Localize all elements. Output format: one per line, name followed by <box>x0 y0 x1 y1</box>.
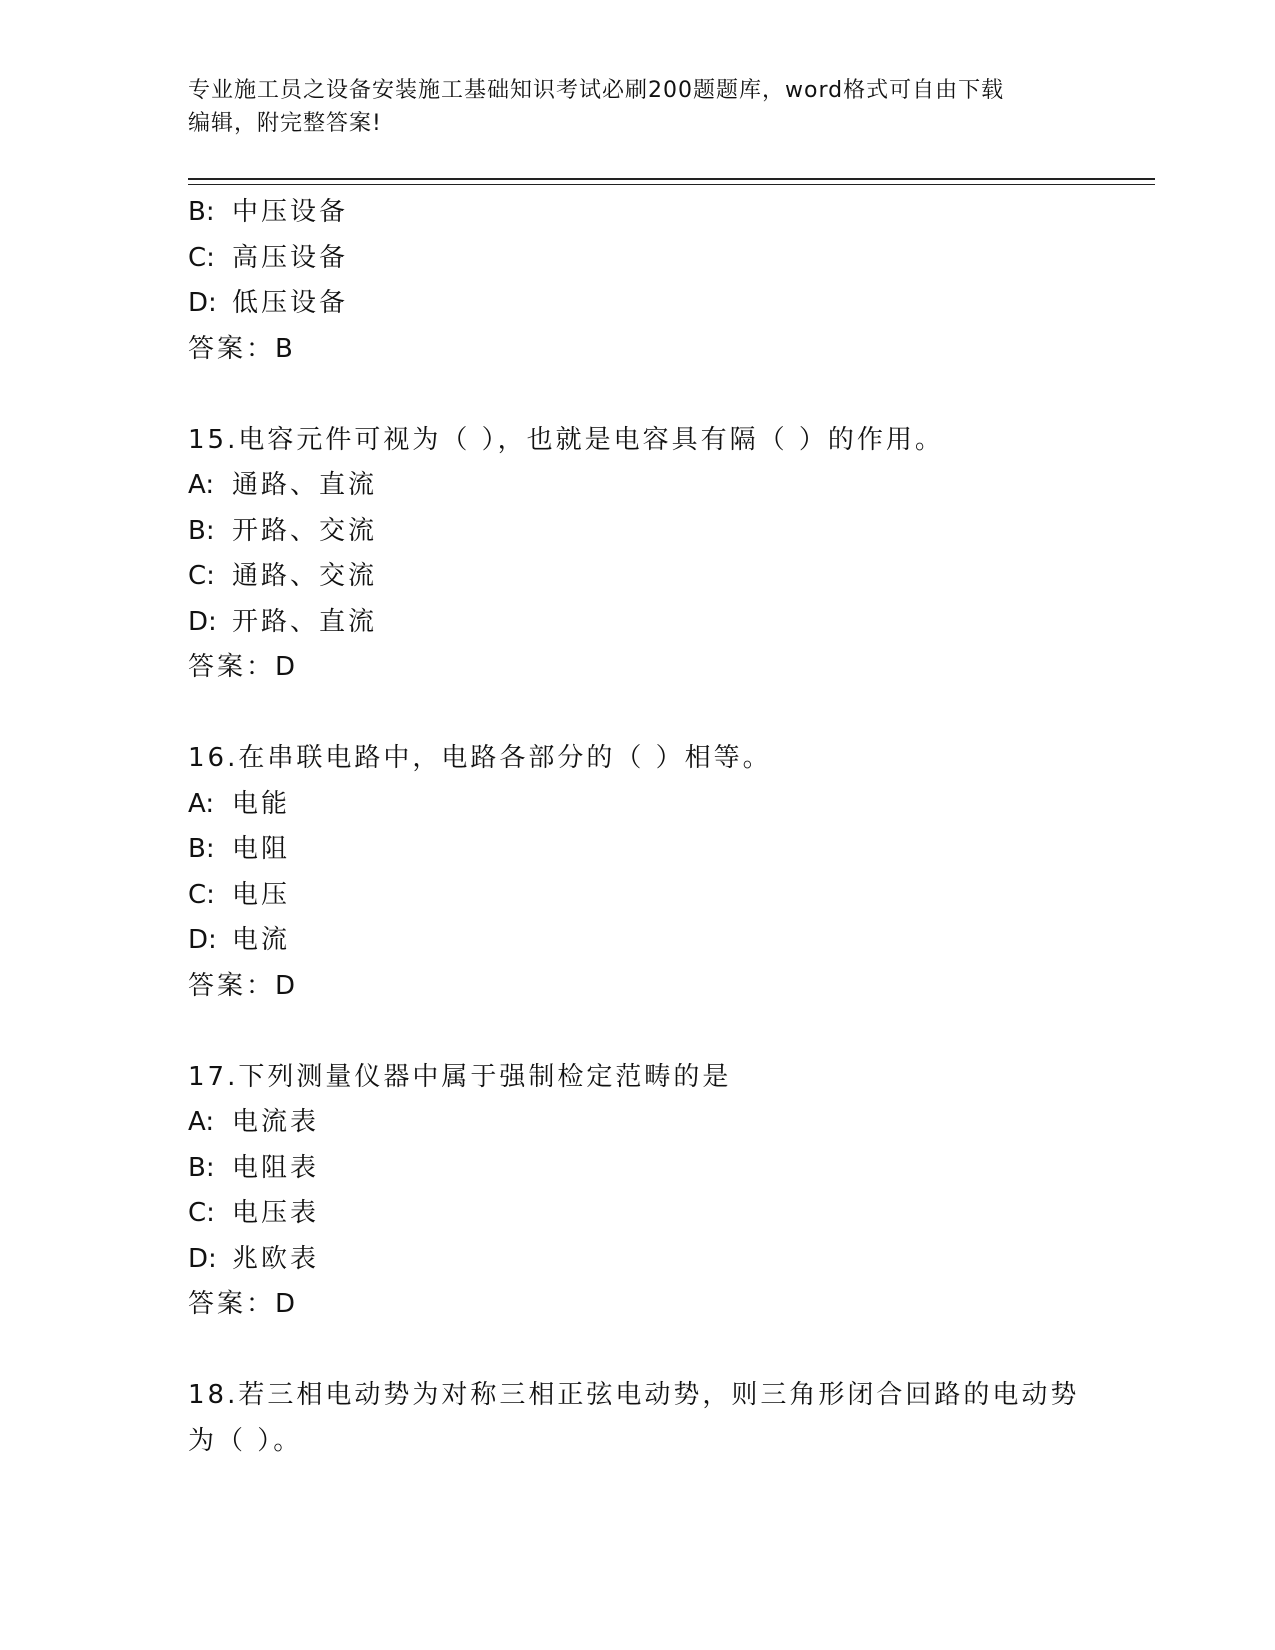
question-stem-line-2: 为（ ）。 <box>188 1425 303 1456</box>
option-letter: D: <box>188 1243 217 1274</box>
option-text: 开路、直流 <box>232 606 378 637</box>
question-stem: 15.电容元件可视为（ ），也就是电容具有隔（ ）的作用。 <box>188 424 944 455</box>
option-letter: A: <box>188 1107 215 1137</box>
answer-label: 答案： <box>188 1289 276 1319</box>
option-letter: C: <box>188 242 215 273</box>
question-stem: 17.下列测量仪器中属于强制检定范畴的是 <box>188 1061 732 1092</box>
option-letter: D: <box>188 606 217 637</box>
answer-line <box>188 964 1088 1010</box>
option-text: 电压表 <box>232 1198 320 1228</box>
option-letter: D: <box>188 925 217 955</box>
option-b <box>188 827 1088 873</box>
answer-value: D <box>275 1289 296 1319</box>
answer-value: B <box>275 333 293 364</box>
option-text: 电阻 <box>232 834 291 864</box>
option-text: 高压设备 <box>232 242 349 273</box>
option-a <box>188 782 1088 828</box>
header-divider-thin <box>188 184 1155 185</box>
option-d <box>188 1237 1088 1283</box>
answer-line <box>188 327 1088 373</box>
question-15 <box>188 418 1088 691</box>
option-c <box>188 873 1088 919</box>
option-letter: D: <box>188 288 217 318</box>
option-text: 电流 <box>232 925 291 955</box>
option-c <box>188 1191 1088 1237</box>
question-stem-line-1: 18.若三相电动势为对称三相正弦电动势，则三角形闭合回路的电动势 <box>188 1380 1080 1410</box>
option-b <box>188 190 1088 236</box>
option-letter: C: <box>188 561 215 591</box>
option-d <box>188 600 1088 646</box>
option-a <box>188 463 1088 509</box>
document-header <box>188 74 1068 140</box>
option-letter: B: <box>188 1152 215 1183</box>
question-stem: 16.在串联电路中，电路各部分的（ ）相等。 <box>188 743 772 773</box>
option-letter: B: <box>188 834 215 864</box>
answer-line <box>188 645 1088 691</box>
option-d <box>188 281 1088 327</box>
option-text: 中压设备 <box>232 197 349 227</box>
option-letter: C: <box>188 1198 215 1228</box>
question-18 <box>188 1373 1088 1464</box>
option-text: 电流表 <box>232 1107 320 1137</box>
option-letter: A: <box>188 470 215 500</box>
option-c <box>188 236 1088 282</box>
header-line-2: 编辑，附完整答案! <box>188 111 382 136</box>
answer-label: 答案： <box>188 333 276 364</box>
option-text: 开路、交流 <box>232 515 378 546</box>
answer-label: 答案： <box>188 970 276 1001</box>
question-16 <box>188 736 1088 1009</box>
answer-value: D <box>275 652 296 682</box>
header-divider-thick <box>188 178 1155 180</box>
option-b <box>188 509 1088 555</box>
option-a <box>188 1100 1088 1146</box>
option-letter: C: <box>188 879 215 910</box>
option-letter: B: <box>188 197 215 227</box>
header-line-1: 专业施工员之设备安装施工基础知识考试必刷200题题库，word格式可自由下载 <box>188 78 1005 103</box>
option-b <box>188 1146 1088 1192</box>
option-text: 通路、交流 <box>232 561 378 591</box>
option-c <box>188 554 1088 600</box>
option-text: 兆欧表 <box>232 1243 320 1274</box>
option-text: 电能 <box>232 788 291 819</box>
answer-line <box>188 1282 1088 1328</box>
option-letter: B: <box>188 515 215 546</box>
question-17 <box>188 1055 1088 1328</box>
option-d <box>188 918 1088 964</box>
answer-value: D <box>275 970 296 1001</box>
option-text: 电阻表 <box>232 1152 320 1183</box>
option-letter: A: <box>188 788 215 819</box>
answer-label: 答案： <box>188 652 276 682</box>
question-14-continued <box>188 190 1088 372</box>
question-list <box>188 190 1088 1464</box>
option-text: 通路、直流 <box>232 470 378 500</box>
option-text: 电压 <box>232 879 291 910</box>
option-text: 低压设备 <box>232 288 349 318</box>
